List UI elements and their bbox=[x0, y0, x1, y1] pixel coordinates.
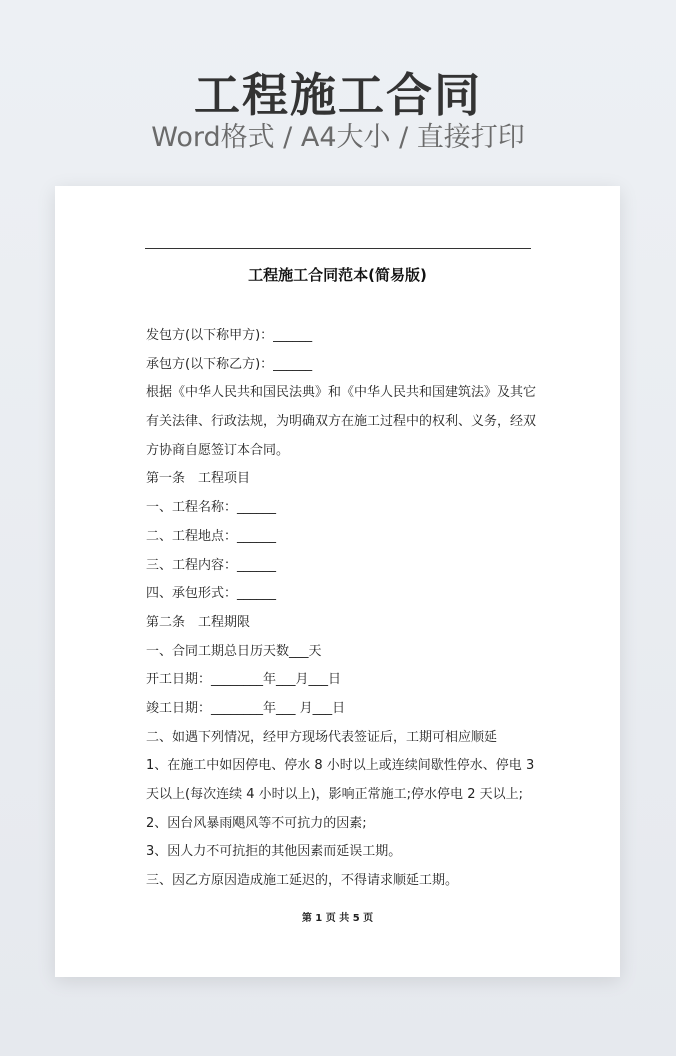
article-heading: 第二条 工程期限 bbox=[146, 614, 251, 630]
page-subtitle: Word格式 / A4大小 / 直接打印 bbox=[151, 122, 525, 153]
page-title: 工程施工合同 bbox=[194, 68, 482, 122]
clause-line: 二、如遇下列情况，经甲方现场代表签证后，工期可相应顺延 bbox=[146, 729, 498, 745]
document-body bbox=[146, 322, 536, 896]
clause-line: 开工日期：________年___月___日 bbox=[146, 672, 342, 688]
party-b-line: 承包方(以下称乙方)：______ bbox=[146, 356, 313, 372]
party-a-line: 发包方(以下称甲方)：______ bbox=[146, 328, 313, 343]
preamble-line: 根据《中华人民共和国民法典》和《中华人民共和国建筑法》及其它 bbox=[146, 385, 536, 401]
clause-line: 2、因台风暴雨飓风等不可抗力的因素; bbox=[146, 815, 367, 831]
clause-line: 三、工程内容：______ bbox=[146, 557, 277, 573]
top-divider bbox=[145, 248, 531, 249]
clause-line: 三、因乙方原因造成施工延迟的，不得请求顺延工期。 bbox=[146, 873, 459, 889]
clause-line: 四、承包形式：______ bbox=[146, 586, 277, 602]
clause-line: 一、工程名称：______ bbox=[146, 500, 277, 516]
preamble-line: 方协商自愿签订本合同。 bbox=[146, 442, 290, 458]
document-title: 工程施工合同范本(简易版) bbox=[248, 266, 427, 284]
document-page bbox=[55, 186, 620, 977]
preamble-line: 有关法律、行政法规，为明确双方在施工过程中的权利、义务，经双 bbox=[146, 414, 536, 430]
clause-line: 二、工程地点：______ bbox=[146, 528, 277, 544]
article-heading: 第一条 工程项目 bbox=[146, 471, 251, 487]
clause-line: 一、合同工期总日历天数___天 bbox=[146, 643, 322, 659]
page-number: 第 1 页 共 5 页 bbox=[301, 913, 374, 924]
clause-line: 天以上(每次连续 4 小时以上)，影响正常施工;停水停电 2 天以上; bbox=[146, 787, 523, 802]
clause-line: 竣工日期：________年___ 月___日 bbox=[146, 700, 346, 716]
clause-line: 3、因人力不可抗拒的其他因素而延误工期。 bbox=[146, 844, 402, 860]
clause-line: 1、在施工中如因停电、停水 8 小时以上或连续间歇性停水、停电 3 bbox=[146, 758, 535, 774]
